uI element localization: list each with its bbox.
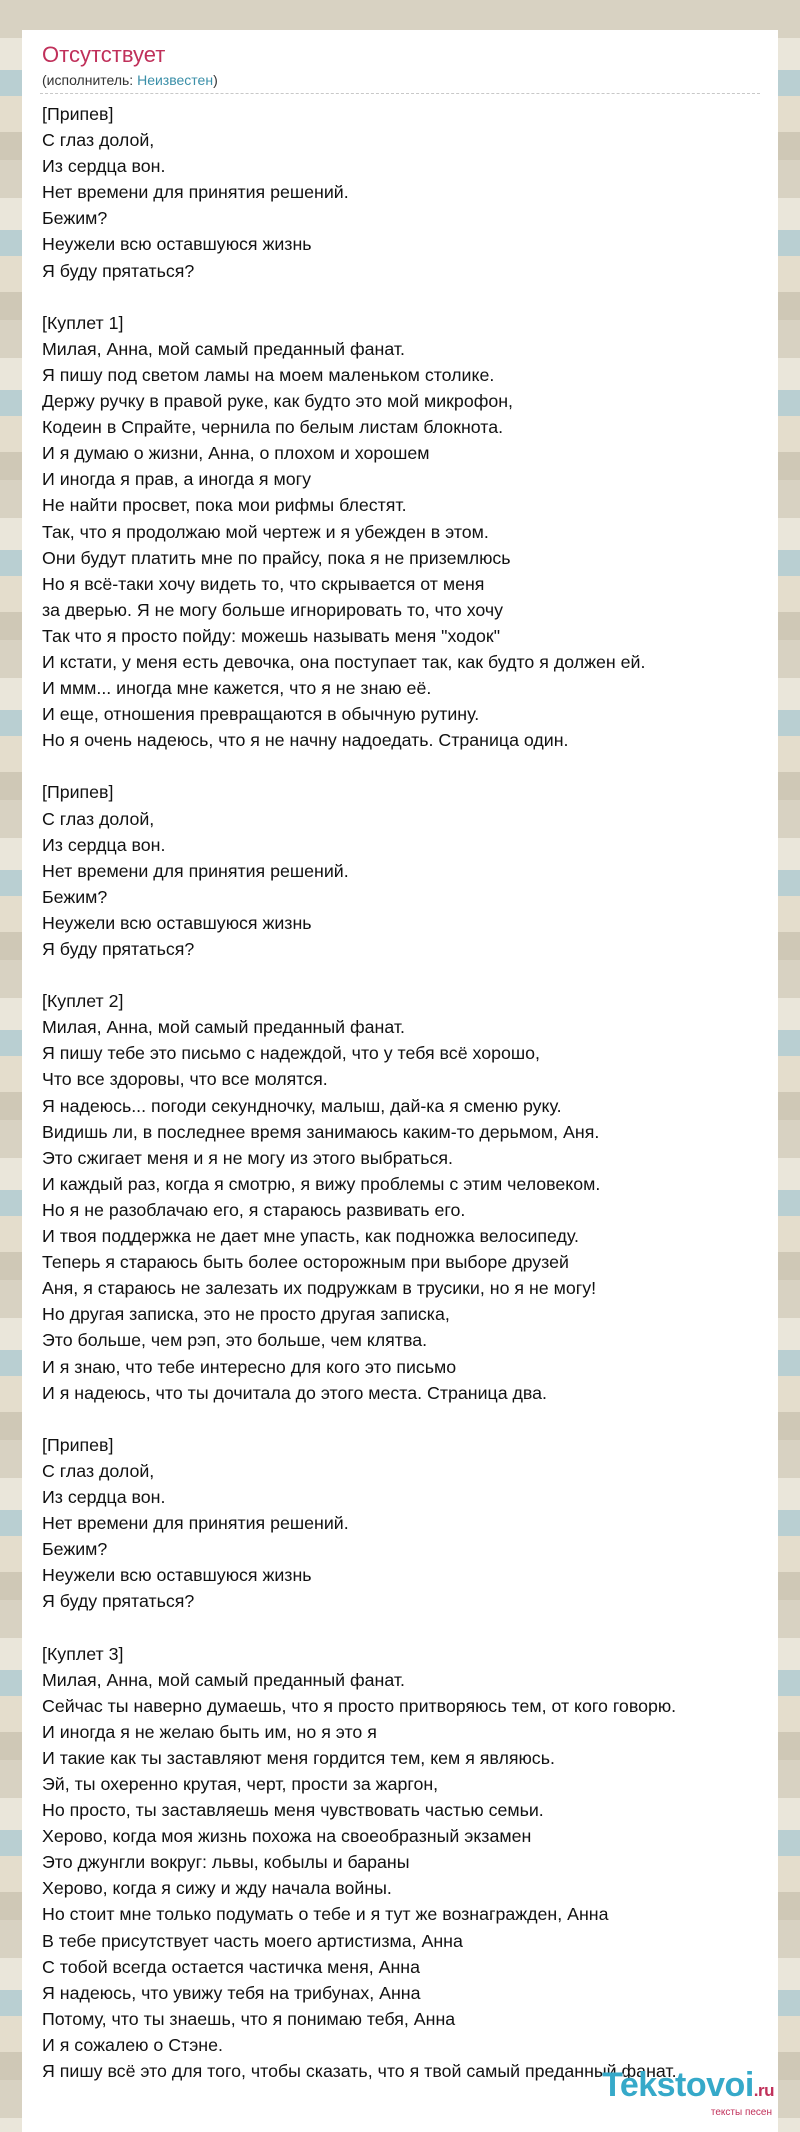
artist-suffix: ) <box>213 72 218 88</box>
lyrics-blank-line <box>42 284 768 310</box>
lyrics-line: Но другая записка, это не просто другая записка, <box>42 1304 450 1325</box>
lyrics-line: И я думаю о жизни, Анна, о плохом и хорошем <box>42 443 430 464</box>
lyrics-line: С глаз долой, <box>42 808 155 829</box>
lyrics-line: Херово, когда я сижу и жду начала войны. <box>42 1878 392 1899</box>
logo-wordmark <box>602 2068 774 2108</box>
lyrics-line: И я надеюсь, что ты дочитала до этого места. Страница два. <box>42 1382 547 1403</box>
lyrics-line: [Куплет 3] <box>42 1643 124 1664</box>
lyrics-line: Нет времени для принятия решений. <box>42 182 349 203</box>
lyrics-line: Эй, ты охеренно крутая, черт, прости за жаргон, <box>42 1774 439 1794</box>
lyrics-line: С глаз долой, <box>42 1460 155 1481</box>
lyrics-line: И еще, отношения превращаются в обычную рутину. <box>42 704 480 725</box>
lyrics-line: Неужели всю оставшуюся жизнь <box>42 1565 312 1586</box>
lyrics-blank-line <box>42 962 768 988</box>
lyrics-line: Я буду прятаться? <box>42 939 195 959</box>
lyrics-line: за дверью. Я не могу больше игнорировать то, что хочу <box>42 599 504 620</box>
lyrics-text <box>42 101 768 2084</box>
lyrics-line: Кодеин в Спрайте, чернила по белым листам блокнота. <box>42 417 504 438</box>
lyrics-line: Они будут платить мне по прайсу, пока я не приземлюсь <box>42 547 511 568</box>
lyrics-line: Не найти просвет, пока мои рифмы блестят. <box>42 495 407 516</box>
song-subtitle <box>42 72 218 88</box>
lyrics-line: Это сжигает меня и я не могу из этого выбраться. <box>42 1147 453 1168</box>
site-logo[interactable] <box>602 2068 774 2118</box>
artist-link[interactable]: Неизвестен <box>137 72 214 88</box>
lyrics-line: Что все здоровы, что все молятся. <box>42 1069 328 1090</box>
lyrics-line: [Припев] <box>42 782 114 803</box>
lyrics-line: И ммм... иногда мне кажется, что я не знаю её. <box>42 678 432 699</box>
lyrics-line: Потому, что ты знаешь, что я понимаю тебя, Анна <box>42 2008 456 2029</box>
lyrics-line: Бежим? <box>42 886 108 907</box>
lyrics-line: Но стоит мне только подумать о тебе и я тут же вознагражден, Анна <box>42 1904 609 1925</box>
lyrics-line: И иногда я прав, а иногда я могу <box>42 469 311 490</box>
lyrics-line: И кстати, у меня есть девочка, она поступает так, как будто я должен ей. <box>42 651 646 672</box>
lyrics-line: Неужели всю оставшуюся жизнь <box>42 234 312 255</box>
lyrics-line: Я буду прятаться? <box>42 1591 195 1612</box>
title-divider <box>40 93 760 94</box>
lyrics-line: Так, что я продолжаю мой чертеж и я убежден в этом. <box>42 521 489 542</box>
lyrics-line: Милая, Анна, мой самый преданный фанат. <box>42 1017 405 1038</box>
lyrics-line: Милая, Анна, мой самый преданный фанат. <box>42 338 405 359</box>
lyrics-line: Нет времени для принятия решений. <box>42 860 349 881</box>
lyrics-line: Аня, я стараюсь не залезать их подружкам в трусики, но я не могу! <box>42 1278 597 1299</box>
lyrics-line: Я надеюсь, что увижу тебя на трибунах, Анна <box>42 1982 421 2003</box>
lyrics-line: Но я очень надеюсь, что я не начну надоедать. Страница один. <box>42 730 569 751</box>
logo-name: Tekstovoi <box>602 2066 754 2104</box>
lyrics-line: Я пишу под светом ламы на моем маленьком столике. <box>42 364 495 385</box>
lyrics-line: И такие как ты заставляют меня гордится тем, кем я являюсь. <box>42 1747 555 1768</box>
artist-prefix: (исполнитель: <box>42 72 138 88</box>
lyrics-line: Херово, когда моя жизнь похожа на своеобразный экзамен <box>42 1826 532 1847</box>
logo-tagline: тексты песен <box>710 2107 772 2118</box>
lyrics-line: Нет времени для принятия решений. <box>42 1513 349 1534</box>
lyrics-line: Из сердца вон. <box>42 156 166 177</box>
lyrics-line: И я знаю, что тебе интересно для кого это письмо <box>42 1356 457 1377</box>
lyrics-line: И я сожалею о Стэне. <box>42 2034 223 2055</box>
lyrics-line: Видишь ли, в последнее время занимаюсь каким-то дерьмом, Аня. <box>42 1121 600 1142</box>
lyrics-line: Из сердца вон. <box>42 834 166 855</box>
lyrics-line: С тобой всегда остается частичка меня, Анна <box>42 1956 421 1977</box>
lyrics-line: Это больше, чем рэп, это больше, чем клятва. <box>42 1330 428 1351</box>
lyrics-line: Я пишу всё это для того, чтобы сказать, что я твой самый преданный фанат. <box>42 2061 677 2082</box>
lyrics-line: [Припев] <box>42 1434 114 1455</box>
lyrics-line: [Куплет 1] <box>42 312 124 333</box>
lyrics-line: Но я не разоблачаю его, я стараюсь развивать его. <box>42 1199 466 1220</box>
lyrics-line: Я пишу тебе это письмо с надеждой, что у тебя всё хорошо, <box>42 1043 540 1064</box>
lyrics-line: И твоя поддержка не дает мне упасть, как подножка велосипеду. <box>42 1226 579 1247</box>
lyrics-blank-line <box>42 1406 768 1432</box>
lyrics-line: Бежим? <box>42 1539 108 1560</box>
lyrics-line: [Припев] <box>42 104 114 124</box>
lyrics-line: Я надеюсь... погоди секундночку, малыш, дай-ка я сменю руку. <box>42 1095 562 1116</box>
lyrics-card <box>22 30 778 2132</box>
lyrics-line: Но я всё-таки хочу видеть то, что скрывается от меня <box>42 573 485 594</box>
lyrics-line: [Куплет 2] <box>42 991 124 1012</box>
lyrics-line: И иногда я не желаю быть им, но я это я <box>42 1721 377 1742</box>
lyrics-line: Из сердца вон. <box>42 1486 166 1507</box>
lyrics-line: Неужели всю оставшуюся жизнь <box>42 912 312 933</box>
lyrics-line: Держу ручку в правой руке, как будто это мой микрофон, <box>42 391 513 412</box>
lyrics-line: Так что я просто пойду: можешь называть меня "ходок" <box>42 625 501 646</box>
lyrics-line: И каждый раз, когда я смотрю, я вижу проблемы с этим человеком. <box>42 1173 601 1194</box>
lyrics-line: Милая, Анна, мой самый преданный фанат. <box>42 1669 405 1690</box>
lyrics-line: С глаз долой, <box>42 130 155 151</box>
song-title: Отсутствует <box>42 42 166 67</box>
lyrics-line: Теперь я стараюсь быть более осторожным при выборе друзей <box>42 1252 569 1273</box>
lyrics-line: Я буду прятаться? <box>42 260 195 281</box>
lyrics-line: В тебе присутствует часть моего артистизма, Анна <box>42 1930 463 1951</box>
lyrics-line: Но просто, ты заставляешь меня чувствовать частью семьи. <box>42 1800 544 1821</box>
lyrics-blank-line <box>42 1614 768 1640</box>
lyrics-blank-line <box>42 753 768 779</box>
lyrics-line: Сейчас ты наверно думаешь, что я просто притворяюсь тем, от кого говорю. <box>42 1695 677 1716</box>
lyrics-line: Бежим? <box>42 208 108 229</box>
lyrics-line: Это джунгли вокруг: львы, кобылы и бараны <box>42 1852 410 1873</box>
logo-tld: .ru <box>753 2081 774 2100</box>
